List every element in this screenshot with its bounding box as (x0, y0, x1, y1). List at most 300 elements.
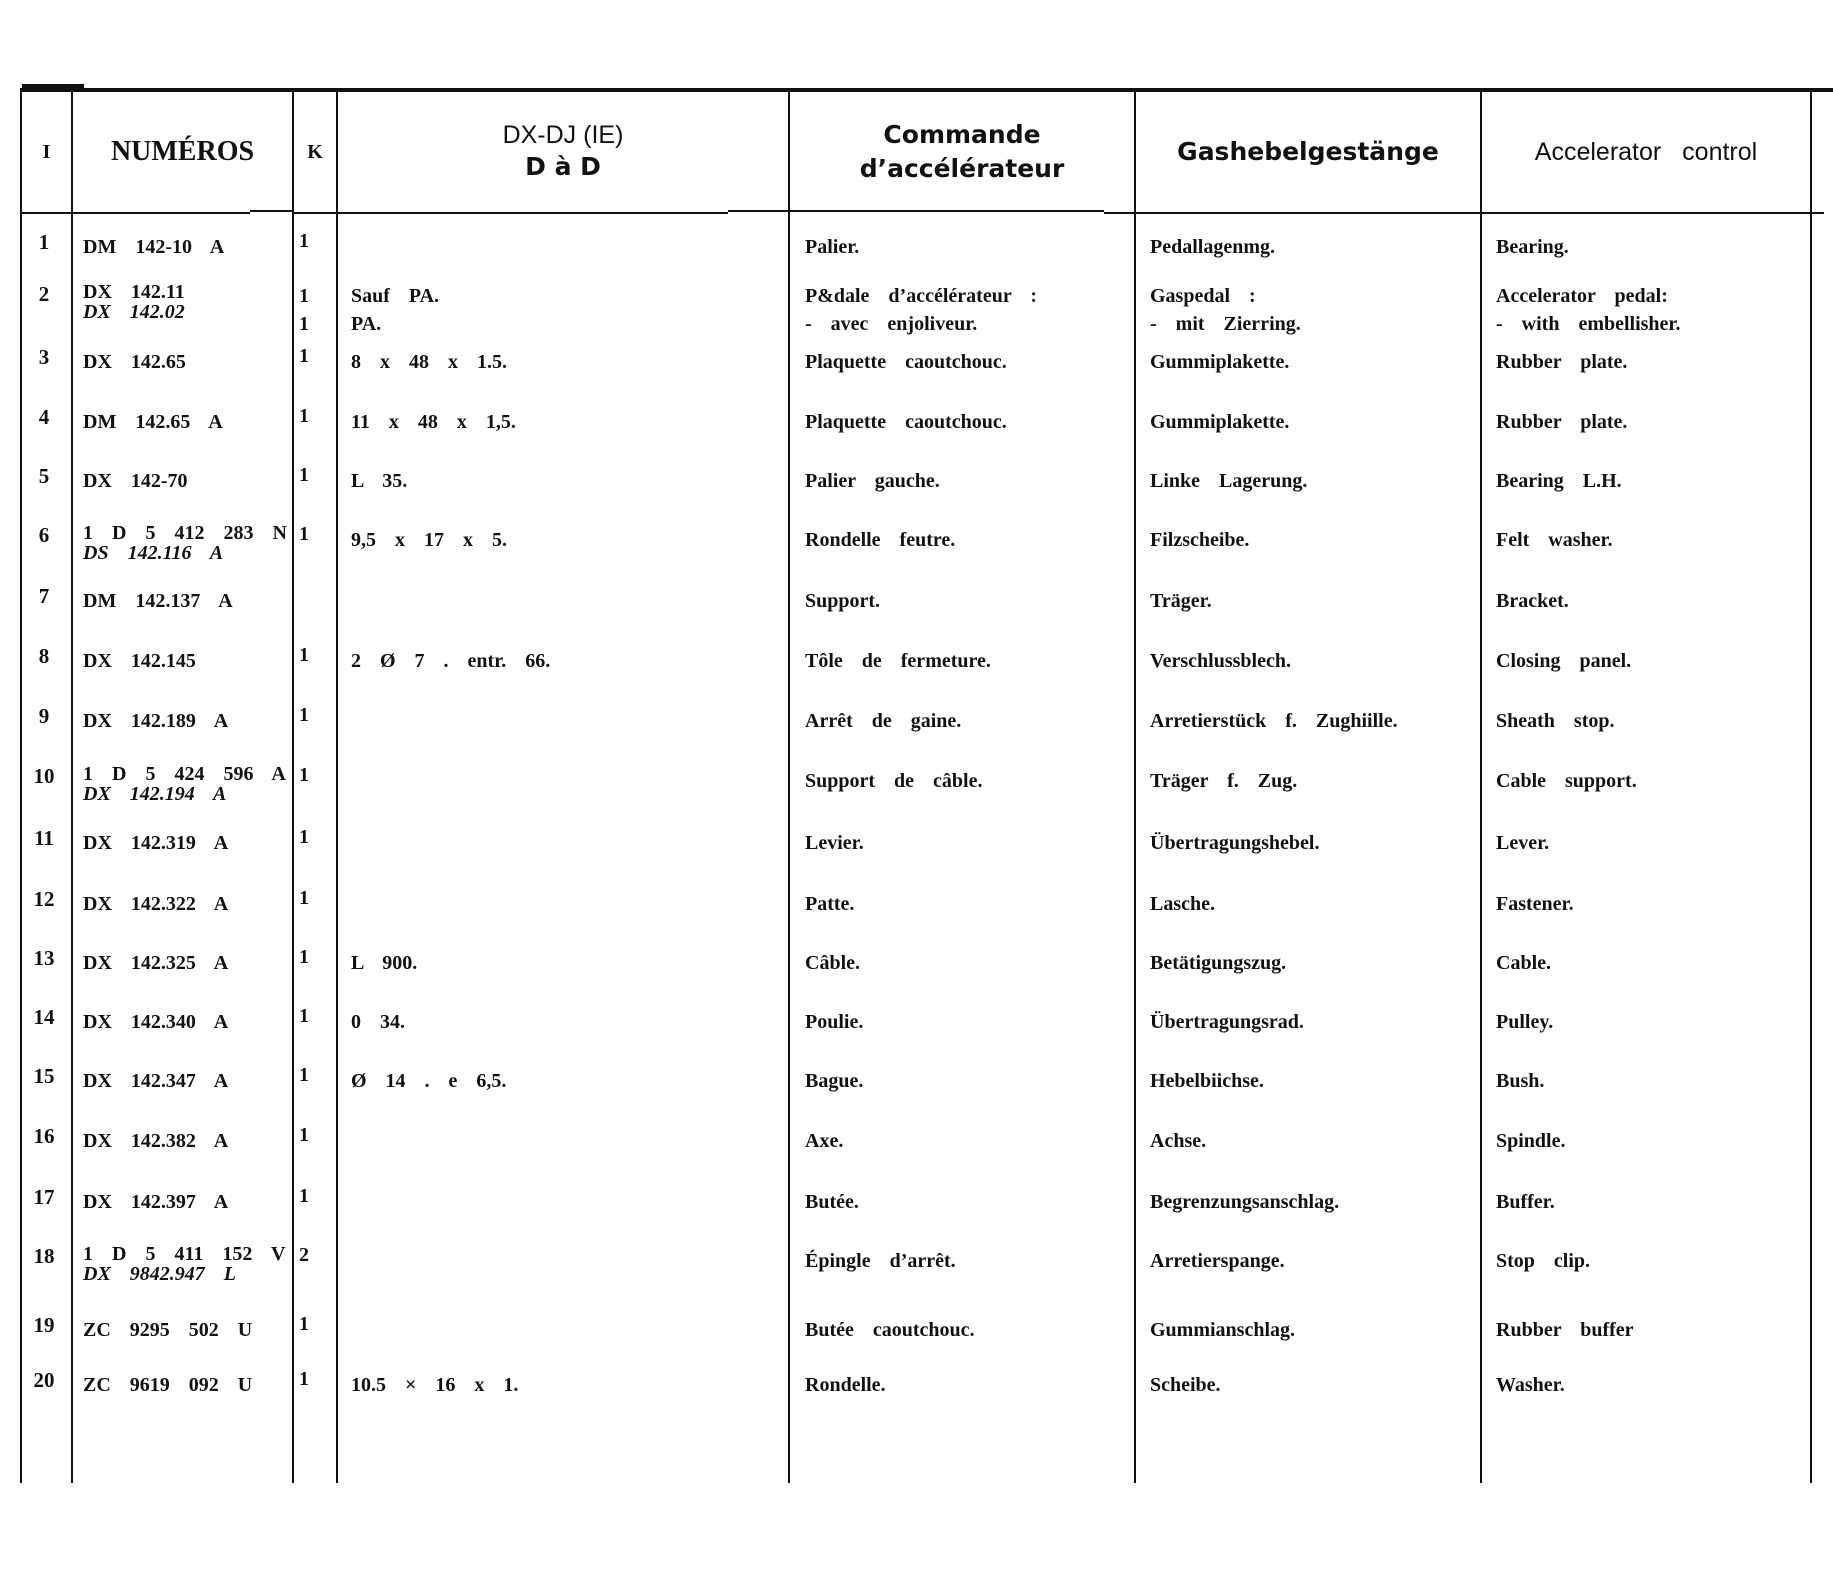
quantity (284, 464, 324, 487)
table-row (20, 704, 1833, 764)
quantity-line: 1 (299, 1185, 309, 1207)
quantity (284, 826, 324, 849)
description-fr-line: Rondelle feutre. (805, 529, 956, 551)
description-en (1496, 282, 1826, 338)
quantity-line: 1 (299, 405, 309, 427)
table-row (20, 584, 1833, 644)
row-index (20, 1005, 68, 1030)
part-number-line: DM 142.65 A (83, 411, 223, 433)
part-number-line: DX 142.340 A (83, 1011, 229, 1033)
model-note-line: 9,5 x 17 x 5. (351, 529, 507, 551)
row-index (20, 405, 68, 430)
row-index-line: 12 (33, 887, 55, 911)
row-index (20, 523, 68, 548)
quantity-line: 1 (299, 1005, 309, 1027)
row-index (20, 1244, 68, 1269)
header-numeros-text: NUMÉROS (110, 136, 255, 167)
description-fr (805, 826, 1145, 860)
description-fr (805, 282, 1145, 338)
description-fr-line: Butée caoutchouc. (805, 1319, 975, 1341)
part-number-line: DS 142.116 A (83, 542, 224, 564)
row-index-line: 13 (33, 946, 55, 970)
model-note (351, 345, 781, 379)
quantity-line: 1 (299, 1313, 309, 1335)
row-index (20, 704, 68, 729)
description-fr (805, 1244, 1145, 1278)
description-fr (805, 644, 1145, 678)
description-fr-line: Plaquette caoutchouc. (805, 411, 1007, 433)
part-number-line: DX 142.189 A (83, 710, 229, 732)
description-de (1150, 1368, 1490, 1402)
model-note (351, 282, 781, 338)
quantity (284, 764, 324, 787)
table-row (20, 887, 1833, 947)
header-k-text: K (307, 140, 323, 163)
description-fr (805, 1185, 1145, 1219)
description-de (1150, 704, 1490, 738)
description-de (1150, 946, 1490, 980)
quantity-line: 1 (299, 313, 309, 335)
part-number (83, 1064, 283, 1098)
header-rule (1104, 212, 1824, 214)
description-en (1496, 1124, 1826, 1158)
quantity-line: 1 (299, 464, 309, 486)
table-row (20, 826, 1833, 886)
description-fr-line: Support. (805, 590, 881, 612)
model-note (351, 1368, 781, 1402)
row-index-line: 1 (38, 230, 50, 254)
part-number (83, 345, 283, 379)
quantity (284, 1244, 324, 1267)
description-fr (805, 704, 1145, 738)
part-number-line: DM 142.137 A (83, 590, 233, 612)
part-number-line: DX 142.325 A (83, 952, 229, 974)
description-en-line: - with embellisher. (1496, 313, 1681, 335)
description-de-line: Linke Lagerung. (1150, 470, 1308, 492)
table-row (20, 764, 1833, 824)
description-fr-line: Épingle d’arrêt. (805, 1250, 956, 1272)
model-note-line: L 900. (351, 952, 418, 974)
quantity (284, 1313, 324, 1336)
quantity-line: 1 (299, 1124, 309, 1146)
table-row (20, 1313, 1833, 1373)
row-index-line: 2 (38, 282, 50, 306)
part-number-line: DX 142.347 A (83, 1070, 229, 1092)
description-en (1496, 704, 1826, 738)
model-note (351, 405, 781, 439)
header-french-line2: d’accélérateur (859, 154, 1065, 183)
quantity-line: 1 (299, 1064, 309, 1086)
quantity-line: 1 (299, 230, 309, 252)
description-de (1150, 887, 1490, 921)
description-de-line: Achse. (1150, 1130, 1207, 1152)
row-index (20, 1313, 68, 1338)
model-note-line: Ø 14 . e 6,5. (351, 1070, 507, 1092)
description-fr (805, 584, 1145, 618)
description-en-line: Closing panel. (1496, 650, 1632, 672)
description-de (1150, 644, 1490, 678)
description-en (1496, 826, 1826, 860)
table-row (20, 1005, 1833, 1065)
table-row (20, 282, 1833, 342)
parts-table (20, 88, 1833, 1483)
quantity-line: 1 (299, 644, 309, 666)
description-fr-line: - avec enjoliveur. (805, 313, 978, 335)
description-de-line: Träger. (1150, 590, 1212, 612)
model-note-line: L 35. (351, 470, 408, 492)
description-fr (805, 405, 1145, 439)
description-de (1150, 464, 1490, 498)
part-number (83, 464, 283, 498)
description-de-line: Gaspedal : (1150, 285, 1256, 307)
model-note (351, 946, 781, 980)
description-en-line: Stop clip. (1496, 1250, 1591, 1272)
description-fr-line: Palier. (805, 236, 860, 258)
header-english-text: Accelerator control (1534, 137, 1758, 166)
part-number-line: DX 142.382 A (83, 1130, 229, 1152)
table-row (20, 1064, 1833, 1124)
row-index-line: 18 (33, 1244, 55, 1268)
description-fr (805, 887, 1145, 921)
model-note-line: 8 x 48 x 1.5. (351, 351, 507, 373)
description-en-line: Washer. (1496, 1374, 1565, 1396)
quantity (284, 345, 324, 368)
model-note-line: 2 Ø 7 . entr. 66. (351, 650, 551, 672)
part-number (83, 887, 283, 921)
description-de (1150, 1244, 1490, 1278)
part-number (83, 704, 283, 738)
part-number-line: DX 142-70 (83, 470, 188, 492)
part-number-line: DX 142.145 (83, 650, 196, 672)
row-index (20, 230, 68, 255)
description-fr (805, 464, 1145, 498)
quantity (284, 282, 324, 338)
table-row (20, 405, 1833, 465)
header-rule (292, 212, 728, 214)
table-row (20, 1368, 1833, 1428)
part-number-line: DX 142.65 (83, 351, 186, 373)
row-index-line: 14 (33, 1005, 55, 1029)
description-de-line: Übertragungsrad. (1150, 1011, 1304, 1033)
top-corner-mark (22, 84, 84, 88)
description-en (1496, 1185, 1826, 1219)
quantity-line: 1 (299, 946, 309, 968)
model-note (351, 1005, 781, 1039)
row-index (20, 464, 68, 489)
description-en-line: Rubber buffer (1496, 1319, 1634, 1341)
description-de-line: Arretierstück f. Zughiille. (1150, 710, 1398, 732)
row-index (20, 1368, 68, 1393)
description-fr (805, 1368, 1145, 1402)
description-en (1496, 1064, 1826, 1098)
description-fr-line: Patte. (805, 893, 855, 915)
part-number (83, 1368, 283, 1402)
quantity (284, 230, 324, 253)
description-de (1150, 345, 1490, 379)
table-row (20, 464, 1833, 524)
quantity-line: 1 (299, 1368, 309, 1390)
row-index-line: 17 (33, 1185, 55, 1209)
description-de (1150, 523, 1490, 557)
row-index-line: 19 (33, 1313, 55, 1337)
row-index-line: 7 (38, 584, 50, 608)
quantity-line: 1 (299, 523, 309, 545)
description-de-line: Verschlussblech. (1150, 650, 1291, 672)
table-row (20, 1185, 1833, 1245)
description-fr-line: Bague. (805, 1070, 864, 1092)
row-index (20, 946, 68, 971)
header-english (1482, 92, 1810, 212)
model-note-line: 11 x 48 x 1,5. (351, 411, 516, 433)
description-de (1150, 584, 1490, 618)
description-en (1496, 1005, 1826, 1039)
description-de-line: Pedallagenmg. (1150, 236, 1275, 258)
part-number-line: DM 142-10 A (83, 236, 225, 258)
description-de (1150, 1185, 1490, 1219)
quantity-line: 1 (299, 285, 309, 307)
description-en-line: Bearing. (1496, 236, 1569, 258)
row-index-line: 8 (38, 644, 50, 668)
description-de-line: Träger f. Zug. (1150, 770, 1298, 792)
description-en (1496, 523, 1826, 557)
quantity (284, 644, 324, 667)
description-de-line: Arretierspange. (1150, 1250, 1285, 1272)
description-fr-line: P&dale d’accélérateur : (805, 285, 1037, 307)
table-row (20, 1244, 1833, 1304)
header-model-line1: DX-DJ (IE) (502, 120, 624, 149)
description-fr-line: Rondelle. (805, 1374, 886, 1396)
part-number (83, 763, 286, 805)
header-k (294, 92, 336, 212)
row-index (20, 826, 68, 851)
header-french (790, 92, 1134, 212)
description-fr-line: Butée. (805, 1191, 859, 1213)
description-fr-line: Câble. (805, 952, 860, 974)
description-en-line: Lever. (1496, 832, 1550, 854)
description-de-line: - mit Zierring. (1150, 313, 1301, 335)
row-index-line: 4 (38, 405, 50, 429)
description-en-line: Cable support. (1496, 770, 1637, 792)
description-fr (805, 1064, 1145, 1098)
model-note-line: 10.5 × 16 x 1. (351, 1374, 519, 1396)
description-en-line: Pulley. (1496, 1011, 1554, 1033)
description-en-line: Bracket. (1496, 590, 1569, 612)
quantity (284, 1185, 324, 1208)
part-number (83, 282, 283, 322)
description-de (1150, 1313, 1490, 1347)
part-number (83, 1313, 283, 1347)
description-en-line: Cable. (1496, 952, 1551, 974)
model-note (351, 644, 781, 678)
quantity (284, 1368, 324, 1391)
description-fr (805, 523, 1145, 557)
description-fr (805, 1313, 1145, 1347)
row-index (20, 282, 68, 307)
header-numeros (73, 92, 292, 212)
description-de (1150, 405, 1490, 439)
table-row (20, 1124, 1833, 1184)
part-number-line: DX 142.11 (83, 281, 185, 303)
description-fr (805, 230, 1145, 264)
description-de-line: Übertragungshebel. (1150, 832, 1320, 854)
description-en (1496, 946, 1826, 980)
description-fr-line: Plaquette caoutchouc. (805, 351, 1007, 373)
quantity-line: 1 (299, 704, 309, 726)
description-fr-line: Tôle de fermeture. (805, 650, 991, 672)
part-number-line: DX 142.319 A (83, 832, 229, 854)
header-german (1136, 92, 1480, 212)
row-index-line: 6 (38, 523, 50, 547)
quantity (284, 1005, 324, 1028)
model-note-line: 0 34. (351, 1011, 405, 1033)
header-model-line2: D à D (525, 151, 601, 181)
part-number (83, 826, 283, 860)
part-number (83, 644, 283, 678)
description-en-line: Sheath stop. (1496, 710, 1615, 732)
table-row (20, 946, 1833, 1006)
model-note (351, 464, 781, 498)
table-row (20, 345, 1833, 405)
description-en (1496, 345, 1826, 379)
header-index (22, 92, 71, 212)
description-de-line: Gummiplakette. (1150, 411, 1290, 433)
description-en-line: Felt washer. (1496, 529, 1613, 551)
quantity-line: 1 (299, 345, 309, 367)
header-rule (22, 212, 250, 214)
part-number (83, 1124, 283, 1158)
row-index-line: 10 (33, 764, 55, 788)
part-number-line: 1 D 5 411 152 V (83, 1243, 286, 1265)
quantity-line: 1 (299, 764, 309, 786)
part-number (83, 522, 287, 564)
description-de-line: Gummiplakette. (1150, 351, 1290, 373)
quantity (284, 523, 324, 546)
description-de (1150, 764, 1490, 798)
description-en (1496, 584, 1826, 618)
description-fr-line: Levier. (805, 832, 864, 854)
description-de (1150, 1064, 1490, 1098)
header-german-text: Gashebelgestänge (1177, 137, 1439, 166)
description-de-line: Scheibe. (1150, 1374, 1221, 1396)
part-number (83, 405, 283, 439)
description-de-line: Hebelbiichse. (1150, 1070, 1264, 1092)
part-number (83, 1185, 283, 1219)
description-de (1150, 826, 1490, 860)
description-fr (805, 1124, 1145, 1158)
row-index (20, 1064, 68, 1089)
quantity (284, 946, 324, 969)
description-en (1496, 464, 1826, 498)
description-de-line: Gummianschlag. (1150, 1319, 1296, 1341)
quantity-line: 1 (299, 826, 309, 848)
row-index-line: 9 (38, 704, 50, 728)
row-index-line: 11 (34, 826, 54, 850)
table-row (20, 230, 1833, 290)
model-note (351, 523, 781, 557)
part-number-line: DX 142.02 (83, 301, 185, 323)
part-number-line: DX 142.322 A (83, 893, 229, 915)
quantity-line: 1 (299, 887, 309, 909)
description-en-line: Accelerator pedal: (1496, 285, 1668, 307)
part-number-line: ZC 9619 092 U (83, 1374, 253, 1396)
table-row (20, 644, 1833, 704)
part-number (83, 584, 283, 618)
description-en-line: Spindle. (1496, 1130, 1566, 1152)
description-en-line: Buffer. (1496, 1191, 1555, 1213)
description-de (1150, 1005, 1490, 1039)
row-index-line: 16 (33, 1124, 55, 1148)
part-number (83, 946, 283, 980)
description-fr-line: Support de câble. (805, 770, 983, 792)
quantity (284, 1064, 324, 1087)
row-index-line: 3 (38, 345, 50, 369)
header-model (338, 92, 788, 212)
description-en (1496, 1368, 1826, 1402)
row-index (20, 1185, 68, 1210)
header-index-text: I (42, 140, 51, 163)
model-note-line: Sauf PA. (351, 285, 440, 307)
table-row (20, 523, 1833, 583)
row-index (20, 764, 68, 789)
description-fr (805, 764, 1145, 798)
description-en (1496, 405, 1826, 439)
description-en-line: Bearing L.H. (1496, 470, 1622, 492)
description-en-line: Rubber plate. (1496, 411, 1628, 433)
description-en (1496, 1313, 1826, 1347)
description-en (1496, 230, 1826, 264)
description-de-line: Filzscheibe. (1150, 529, 1250, 551)
part-number-line: 1 D 5 424 596 A (83, 763, 286, 785)
part-number-line: DX 9842.947 L (83, 1263, 236, 1285)
header-french-line1: Commande (883, 120, 1041, 149)
description-fr (805, 345, 1145, 379)
row-index-line: 15 (33, 1064, 55, 1088)
description-fr (805, 1005, 1145, 1039)
part-number-line: 1 D 5 412 283 N (83, 522, 287, 544)
quantity (284, 405, 324, 428)
quantity-line: 2 (299, 1244, 309, 1266)
description-fr-line: Palier gauche. (805, 470, 940, 492)
quantity (284, 1124, 324, 1147)
row-index (20, 584, 68, 609)
description-en (1496, 764, 1826, 798)
part-number (83, 1005, 283, 1039)
row-index (20, 1124, 68, 1149)
description-en-line: Bush. (1496, 1070, 1545, 1092)
part-number (83, 1243, 286, 1285)
description-de (1150, 1124, 1490, 1158)
row-index-line: 20 (33, 1368, 55, 1392)
model-note (351, 1064, 781, 1098)
description-en (1496, 644, 1826, 678)
description-de-line: Lasche. (1150, 893, 1215, 915)
description-en (1496, 887, 1826, 921)
part-number-line: ZC 9295 502 U (83, 1319, 253, 1341)
row-index (20, 887, 68, 912)
quantity (284, 704, 324, 727)
description-fr (805, 946, 1145, 980)
description-de-line: Begrenzungsanschlag. (1150, 1191, 1340, 1213)
description-en-line: Rubber plate. (1496, 351, 1628, 373)
row-index-line: 5 (38, 464, 50, 488)
description-de (1150, 282, 1490, 338)
description-fr-line: Arrêt de gaine. (805, 710, 962, 732)
description-fr-line: Poulie. (805, 1011, 864, 1033)
description-en-line: Fastener. (1496, 893, 1574, 915)
part-number-line: DX 142.194 A (83, 783, 227, 805)
description-de (1150, 230, 1490, 264)
model-note-line: PA. (351, 313, 382, 335)
